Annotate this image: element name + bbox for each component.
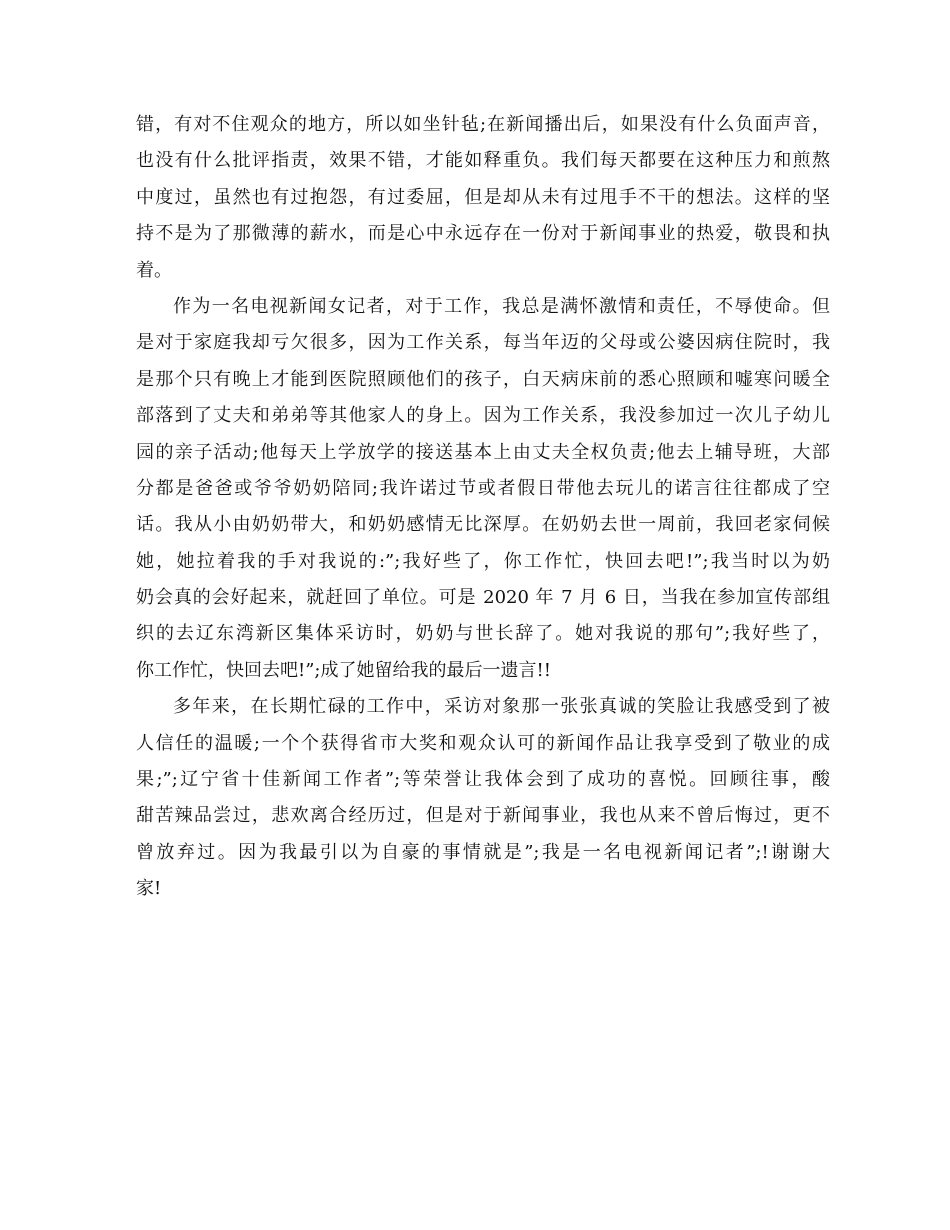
text-line: 是那个只有晚上才能到医院照顾他们的孩子，白天病床前的悉心照顾和嘘寒问暖全 bbox=[136, 368, 830, 390]
text-line: 果;”;辽宁省十佳新闻工作者”;等荣誉让我体会到了成功的喜悦。回顾往事，酸 bbox=[136, 769, 830, 791]
text-line: 家! bbox=[136, 878, 162, 900]
text-line: 错，有对不住观众的地方，所以如坐针毡;在新闻播出后，如果没有什么负面声音， bbox=[136, 114, 830, 135]
text-line: 多年来，在长期忙碌的工作中，采访对象那一张张真诚的笑脸让我感受到了被 bbox=[173, 696, 830, 718]
text-line: 人信任的温暖;一个个获得省市大奖和观众认可的新闻作品让我享受到了敬业的成 bbox=[136, 732, 830, 754]
text-line: 部落到了丈夫和弟弟等其他家人的身上。因为工作关系，我没参加过一次儿子幼儿 bbox=[136, 405, 830, 427]
text-line: 园的亲子活动;他每天上学放学的接送基本上由丈夫全权负责;他去上辅导班，大部 bbox=[136, 441, 830, 463]
text-line: 奶会真的会好起来，就赶回了单位。可是 2020 年 7 月 6 日，当我在参加宣传部组 bbox=[136, 587, 830, 609]
text-line: 分都是爸爸或爷爷奶奶陪同;我许诺过节或者假日带他去玩儿的诺言往往都成了空 bbox=[136, 477, 830, 499]
text-line: 也没有什么批评指责，效果不错，才能如释重负。我们每天都要在这种压力和煎熬 bbox=[136, 150, 830, 172]
text-line: 曾放弃过。因为我最引以为自豪的事情就是”;我是一名电视新闻记者”;!谢谢大 bbox=[136, 841, 830, 863]
text-line: 你工作忙，快回去吧!”;成了她留给我的最后一遗言!! bbox=[136, 659, 551, 681]
paragraph-3 bbox=[136, 689, 830, 907]
paragraph-1 bbox=[136, 107, 830, 289]
text-line: 着。 bbox=[136, 259, 172, 281]
text-line: 作为一名电视新闻女记者，对于工作，我总是满怀激情和责任，不辱使命。但 bbox=[173, 295, 830, 317]
text-line: 话。我从小由奶奶带大，和奶奶感情无比深厚。在奶奶去世一周前，我回老家伺候 bbox=[136, 514, 830, 536]
text-line: 她，她拉着我的手对我说的:”;我好些了，你工作忙，快回去吧!”;我当时以为奶 bbox=[136, 550, 830, 572]
paragraph-2 bbox=[136, 289, 830, 689]
text-line: 持不是为了那微薄的薪水，而是心中永远存在一份对于新闻事业的热爱，敬畏和执 bbox=[136, 223, 830, 245]
document-page bbox=[136, 107, 830, 908]
text-line: 中度过，虽然也有过抱怨，有过委屈，但是却从未有过甩手不干的想法。这样的坚 bbox=[136, 186, 830, 208]
text-line: 是对于家庭我却亏欠很多，因为工作关系，每当年迈的父母或公婆因病住院时，我 bbox=[136, 332, 830, 354]
text-line: 甜苦辣品尝过，悲欢离合经历过，但是对于新闻事业，我也从来不曾后悔过，更不 bbox=[136, 805, 830, 827]
text-line: 织的去辽东湾新区集体采访时，奶奶与世长辞了。她对我说的那句”;我好些了， bbox=[136, 623, 830, 645]
